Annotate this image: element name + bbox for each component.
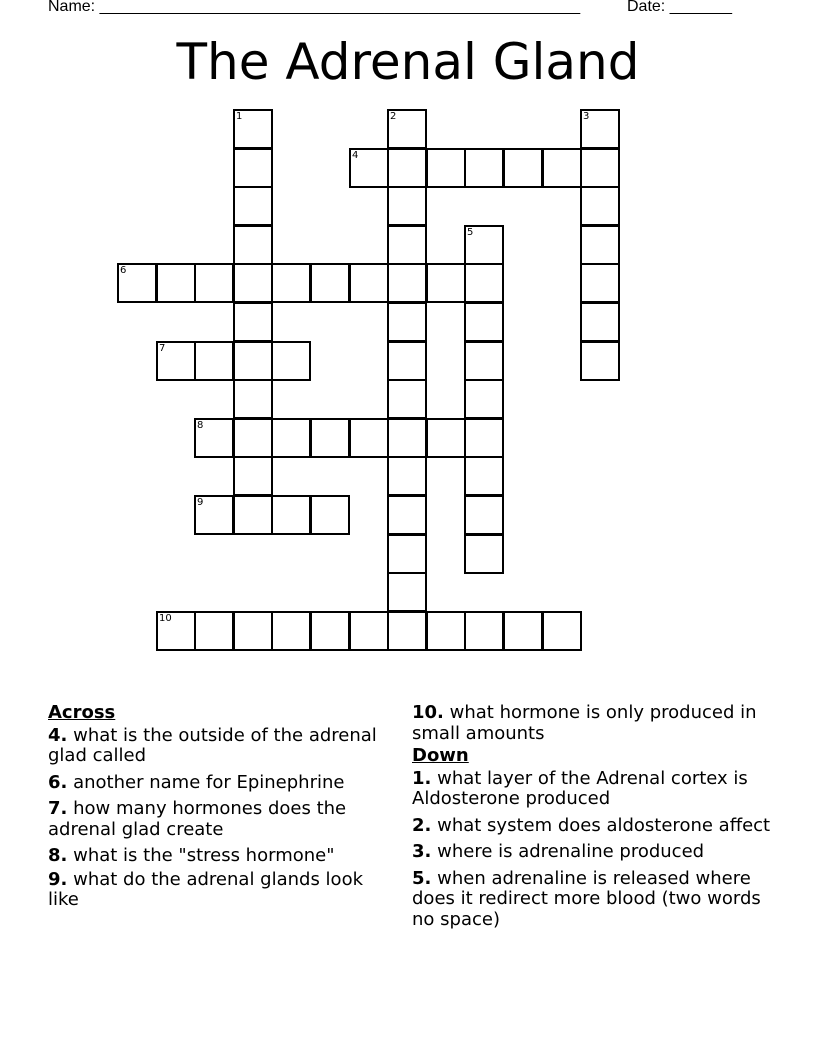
name-field-label: Name: ______________________________________________________ — [48, 0, 581, 15]
cell-number: 9 — [197, 497, 204, 508]
grid-cell[interactable] — [349, 148, 389, 188]
grid-cell[interactable] — [194, 611, 234, 651]
clue-text: what hormone is only produced in small amounts — [412, 702, 757, 744]
grid-cell[interactable] — [464, 148, 504, 188]
grid-cell[interactable] — [426, 418, 466, 458]
down-clue — [412, 842, 772, 863]
grid-cell[interactable] — [542, 148, 582, 188]
clue-number: 6. — [48, 771, 68, 793]
clue-text: where is adrenaline produced — [437, 841, 705, 862]
clue-number: 8. — [48, 845, 68, 866]
clue-text: another name for Epinephrine — [73, 771, 345, 793]
grid-cell[interactable] — [349, 418, 389, 458]
grid-cell[interactable] — [426, 263, 466, 303]
grid-cell[interactable] — [271, 263, 311, 303]
across-clue — [48, 870, 393, 911]
grid-cell[interactable] — [271, 611, 311, 651]
grid-cell[interactable] — [387, 456, 427, 496]
grid-cell[interactable] — [387, 418, 427, 458]
across-clue — [48, 846, 393, 867]
grid-cell[interactable] — [387, 341, 427, 381]
clue-number: 2. — [412, 814, 432, 836]
cell-number: 3 — [583, 111, 590, 122]
grid-cell[interactable] — [580, 148, 620, 188]
grid-cell[interactable] — [387, 379, 427, 419]
grid-cell[interactable] — [310, 611, 350, 651]
grid-cell[interactable] — [464, 418, 504, 458]
cell-number: 4 — [352, 150, 359, 161]
grid-cell[interactable] — [464, 341, 504, 381]
grid-cell[interactable] — [271, 341, 311, 381]
grid-cell[interactable] — [387, 534, 427, 574]
clue-number: 3. — [412, 841, 432, 862]
grid-cell[interactable] — [387, 263, 427, 303]
clue-number: 7. — [48, 798, 68, 819]
grid-cell[interactable] — [156, 611, 196, 651]
grid-cell[interactable] — [464, 534, 504, 574]
clues-right-column — [412, 703, 772, 936]
grid-cell[interactable] — [194, 263, 234, 303]
grid-cell[interactable] — [156, 263, 196, 303]
grid-cell[interactable] — [464, 456, 504, 496]
grid-cell[interactable] — [233, 611, 273, 651]
grid-cell[interactable] — [233, 186, 273, 226]
grid-cell[interactable] — [464, 379, 504, 419]
grid-cell[interactable] — [233, 495, 273, 535]
grid-cell[interactable] — [271, 418, 311, 458]
grid-cell[interactable] — [387, 225, 427, 265]
clue-number: 9. — [48, 868, 68, 890]
grid-cell[interactable] — [233, 456, 273, 496]
grid-cell[interactable] — [580, 341, 620, 381]
grid-cell[interactable] — [194, 418, 234, 458]
grid-cell[interactable] — [580, 263, 620, 303]
grid-cell[interactable] — [194, 341, 234, 381]
clue-number: 5. — [412, 867, 432, 889]
grid-cell[interactable] — [387, 495, 427, 535]
grid-cell[interactable] — [194, 495, 234, 535]
across-clue — [48, 799, 393, 840]
down-heading: Down — [412, 745, 469, 766]
grid-cell[interactable] — [464, 495, 504, 535]
cell-number: 5 — [467, 227, 474, 238]
grid-cell[interactable] — [503, 148, 543, 188]
grid-cell[interactable] — [233, 263, 273, 303]
grid-cell[interactable] — [580, 186, 620, 226]
grid-cell[interactable] — [387, 572, 427, 612]
grid-cell[interactable] — [503, 611, 543, 651]
grid-cell[interactable] — [233, 109, 273, 149]
grid-cell[interactable] — [233, 225, 273, 265]
grid-cell[interactable] — [310, 263, 350, 303]
grid-cell[interactable] — [464, 302, 504, 342]
grid-cell[interactable] — [233, 341, 273, 381]
clue-text: what is the outside of the adrenal glad called — [48, 724, 377, 766]
across-clue — [48, 726, 393, 767]
grid-cell[interactable] — [233, 379, 273, 419]
grid-cell[interactable] — [464, 225, 504, 265]
cell-number: 10 — [159, 613, 172, 624]
cell-number: 8 — [197, 420, 204, 431]
clue-number: 1. — [412, 767, 432, 789]
grid-cell[interactable] — [426, 611, 466, 651]
grid-cell[interactable] — [387, 186, 427, 226]
grid-cell[interactable] — [387, 109, 427, 149]
grid-cell[interactable] — [349, 611, 389, 651]
grid-cell[interactable] — [464, 611, 504, 651]
across-clue — [412, 703, 772, 744]
grid-cell[interactable] — [387, 611, 427, 651]
down-clue — [412, 816, 772, 837]
clue-text: what is the "stress hormone" — [73, 845, 335, 866]
grid-cell[interactable] — [387, 148, 427, 188]
across-heading: Across — [48, 702, 116, 723]
grid-cell[interactable] — [580, 109, 620, 149]
clue-text: what layer of the Adrenal cortex is Aldosterone produced — [412, 767, 748, 809]
grid-cell[interactable] — [310, 495, 350, 535]
clue-text: when adrenaline is released where does it redirect more blood (two words no space) — [412, 867, 761, 930]
grid-cell[interactable] — [387, 302, 427, 342]
grid-cell[interactable] — [542, 611, 582, 651]
down-clue — [412, 769, 772, 810]
grid-cell[interactable] — [349, 263, 389, 303]
cell-number: 1 — [236, 111, 243, 122]
clues-left-column — [48, 703, 393, 917]
down-clue — [412, 869, 772, 931]
grid-cell[interactable] — [426, 148, 466, 188]
clue-number: 10. — [412, 702, 444, 723]
grid-cell[interactable] — [310, 418, 350, 458]
grid-cell[interactable] — [580, 225, 620, 265]
date-field-label: Date: _______ — [627, 0, 732, 15]
cell-number: 6 — [120, 265, 127, 276]
page-title: The Adrenal Gland — [176, 33, 640, 91]
clue-text: what system does aldosterone affect — [437, 814, 771, 836]
grid-cell[interactable] — [580, 302, 620, 342]
grid-cell[interactable] — [233, 302, 273, 342]
cell-number: 7 — [159, 343, 166, 354]
across-clue — [48, 773, 393, 794]
grid-cell[interactable] — [156, 341, 196, 381]
grid-cell[interactable] — [464, 263, 504, 303]
clue-number: 4. — [48, 724, 68, 746]
grid-cell[interactable] — [233, 418, 273, 458]
grid-cell[interactable] — [271, 495, 311, 535]
cell-number: 2 — [390, 111, 397, 122]
grid-cell[interactable] — [117, 263, 157, 303]
grid-cell[interactable] — [233, 148, 273, 188]
clue-text: what do the adrenal glands look like — [48, 868, 364, 910]
clue-text: how many hormones does the adrenal glad create — [48, 798, 347, 840]
